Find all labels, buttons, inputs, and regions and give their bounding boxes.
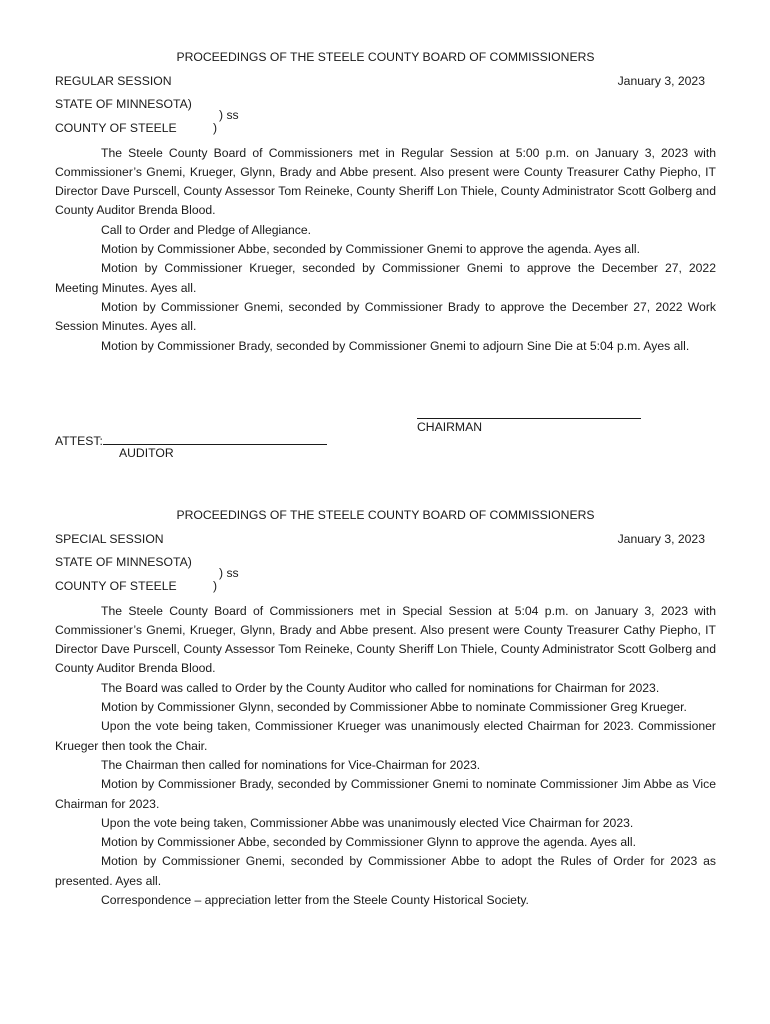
special-venue-block xyxy=(55,553,716,599)
special-paragraph: Motion by Commissioner Abbe, seconded by Commissioner Glynn to approve the agenda. Ayes all. xyxy=(101,835,636,850)
special-session-label: SPECIAL SESSION xyxy=(55,532,164,547)
special-header-row xyxy=(55,530,716,549)
special-paragraph: Motion by Commissioner Glynn, seconded by Commissioner Abbe to nominate Commissioner Greg Krueger. xyxy=(101,700,687,715)
regular-body xyxy=(55,144,716,356)
regular-paragraph: The Steele County Board of Commissioners met in Regular Session at 5:00 p.m. on January 3, 2023 with Commissioner’s Gnemi, Krueger, Glynn, Brady and Abbe present. Also present were County Treasurer Cathy Piepho, IT Director Dave Purscell, County Assessor Tom Reineke, County Sheriff Lon Thiele, County Administrator Scott Golberg and County Auditor Brenda Blood. xyxy=(55,145,716,218)
regular-ss: ) ss xyxy=(219,107,239,122)
regular-header-row xyxy=(55,72,716,91)
regular-paragraph: Motion by Commissioner Krueger, seconded by Commissioner Gnemi to approve the December 27, 2022 Meeting Minutes. Ayes all. xyxy=(55,261,716,295)
regular-date: January 3, 2023 xyxy=(617,74,705,89)
special-state: STATE OF MINNESOTA) xyxy=(55,554,192,569)
special-paragraph: Correspondence – appreciation letter from the Steele County Historical Society. xyxy=(101,893,529,908)
special-date: January 3, 2023 xyxy=(617,532,705,547)
regular-county-paren: ) xyxy=(213,120,218,135)
regular-paragraph: Call to Order and Pledge of Allegiance. xyxy=(101,222,312,237)
regular-paragraph: Motion by Commissioner Abbe, seconded by Commissioner Gnemi to approve the agenda. Ayes all. xyxy=(101,242,641,257)
special-paragraph: Motion by Commissioner Gnemi, seconded by Commissioner Abbe to adopt the Rules of Order for 2023 as presented. Ayes all. xyxy=(55,854,716,888)
special-ss: ) ss xyxy=(219,565,239,580)
special-county-paren: ) xyxy=(213,578,218,593)
regular-paragraph: Motion by Commissioner Brady, seconded by Commissioner Gnemi to adjourn Sine Die at 5:04 p.m. Ayes all. xyxy=(101,338,690,353)
special-paragraph: Upon the vote being taken, Commissioner Krueger was unanimously elected Chairman for 2023. Commissioner Krueger then took the Chair. xyxy=(55,719,716,753)
special-paragraph: Motion by Commissioner Brady, seconded by Commissioner Gnemi to nominate Commissioner Jim Abbe as Vice Chairman for 2023. xyxy=(55,777,716,811)
attest-row xyxy=(55,431,327,451)
regular-paragraph: Motion by Commissioner Gnemi, seconded by Commissioner Brady to approve the December 27, 2022 Work Session Minutes. Ayes all. xyxy=(55,299,716,334)
special-session-section xyxy=(55,506,716,910)
special-county: COUNTY OF STEELE xyxy=(55,578,177,593)
special-paragraph: The Steele County Board of Commissioners met in Special Session at 5:04 p.m. on January 3, 2023 with Commissioner’s Gnemi, Krueger, Glynn, Brady and Abbe present. Also present were County Treasurer Cathy Piepho, IT Director Dave Purscell, County Assessor Tom Reineke, County Sheriff Lon Thiele, County Administrator Scott Golberg and County Auditor Brenda Blood. xyxy=(55,603,716,676)
special-title: PROCEEDINGS OF THE STEELE COUNTY BOARD OF COMMISSIONERS xyxy=(176,508,595,522)
chairman-label: CHAIRMAN xyxy=(417,420,483,434)
regular-state: STATE OF MINNESOTA) xyxy=(55,96,192,111)
auditor-signature-line xyxy=(103,431,327,445)
auditor-label: AUDITOR xyxy=(119,446,174,460)
special-paragraph: The Chairman then called for nominations for Vice-Chairman for 2023. xyxy=(101,757,481,772)
regular-county: COUNTY OF STEELE xyxy=(55,120,177,135)
regular-session-section xyxy=(55,48,716,356)
special-paragraph: Upon the vote being taken, Commissioner Abbe was unanimously elected Vice Chairman for 2023. xyxy=(101,815,634,830)
regular-venue-block xyxy=(55,95,716,141)
special-body xyxy=(55,602,716,911)
special-paragraph: The Board was called to Order by the County Auditor who called for nominations for Chairman for 2023. xyxy=(101,680,660,695)
regular-title: PROCEEDINGS OF THE STEELE COUNTY BOARD OF COMMISSIONERS xyxy=(176,50,595,64)
attest-label: ATTEST: xyxy=(55,434,103,448)
regular-session-label: REGULAR SESSION xyxy=(55,74,172,89)
